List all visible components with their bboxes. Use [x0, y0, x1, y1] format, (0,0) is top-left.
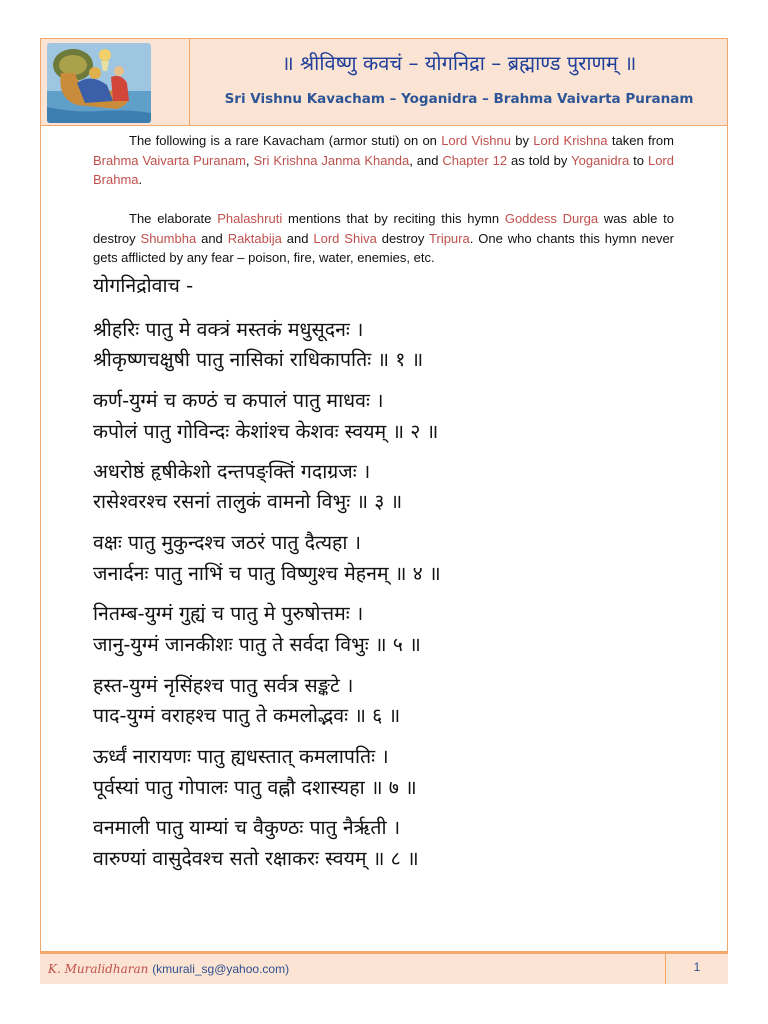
verse-heading: योगनिद्रोवाच - [93, 274, 194, 297]
intro-text: and [281, 230, 314, 246]
author-name: K. Muralidharan [48, 962, 149, 976]
verse-line: पूर्वस्यां पातु गोपालः पातु वह्नौ दशास्यहा ॥ ७ ॥ [93, 776, 417, 799]
intro-text: and [196, 230, 228, 246]
intro-text: , and [409, 152, 443, 168]
intro-text: . One who chants this hymn never gets afflicted by any fear – poison, fire, water, enemies, etc. [93, 230, 674, 265]
intro-text: to [629, 152, 648, 168]
intro-paragraph-1 [93, 131, 674, 190]
intro-text: mentions that by reciting this hymn [282, 211, 505, 226]
verse-line: वनमाली पातु याम्यां च वैकुण्ठः पातु नैर्ऋती । [93, 816, 401, 839]
intro-text: as told by [507, 152, 572, 168]
author-email: (kmurali_sg@yahoo.com) [152, 962, 290, 976]
intro-text: taken from [607, 133, 674, 148]
highlighted-term: Shumbha [140, 230, 197, 246]
verse-line: ऊर्ध्वं नारायणः पातु ह्यधस्तात् कमलापतिः । [93, 745, 389, 768]
verse-line: श्रीहरिः पातु मे वक्त्रं मस्तकं मधुसूदनः । [93, 318, 364, 341]
verse-line: श्रीकृष्णचक्षुषी पातु नासिकां राधिकापतिः ॥ १ ॥ [93, 348, 424, 371]
vishnu-image-icon [47, 43, 151, 123]
verse-line: वारुण्यां वासुदेवश्च सतो रक्षाकरः स्वयम् ॥ ८ ॥ [93, 847, 419, 870]
highlighted-term: Lord Shiva [313, 230, 377, 246]
intro-text: . [138, 172, 143, 187]
verse-line: रासेश्वरश्च रसनां तालुकं वामनो विभुः ॥ ३ ॥ [93, 490, 403, 513]
intro-text: was able to destroy [93, 211, 674, 246]
page-header [40, 38, 728, 126]
verse-line: हस्त-युग्मं नृसिंहश्च पातु सर्वत्र सङ्कटे । [93, 674, 354, 697]
verse-line: अधरोष्ठं हृषीकेशो दन्तपङ्क्तिं गदाग्रजः । [93, 460, 371, 483]
highlighted-term: Lord Vishnu [441, 133, 511, 148]
highlighted-term: Tripura [429, 230, 470, 246]
page-footer [40, 951, 728, 984]
verse-line: कर्ण-युग्मं च कण्ठं च कपालं पातु माधवः । [93, 389, 384, 412]
page-number: 1 [693, 960, 701, 974]
verse-line: वक्षः पातु मुकुन्दश्च जठरं पातु दैत्यहा । [93, 531, 362, 554]
intro-text: , [245, 152, 254, 168]
verse-line: नितम्ब-युग्मं गुह्यं च पातु मे पुरुषोत्तमः । [93, 602, 364, 625]
intro-paragraph-2 [93, 209, 674, 268]
highlighted-term: Lord Krishna [533, 133, 608, 148]
verse-line: पाद-युग्मं वराहश्च पातु ते कमलोद्भवः ॥ ६ ॥ [93, 704, 401, 727]
verse-line: जनार्दनः पातु नाभिं च पातु विष्णुश्च मेहनम् ॥ ४ ॥ [93, 562, 441, 585]
page-title-english: Sri Vishnu Kavacham – Yoganidra – Brahma Vaivarta Puranam [224, 91, 694, 107]
header-divider [189, 39, 190, 125]
intro-text: The following is a rare Kavacham (armor stuti) on on [129, 133, 442, 148]
highlighted-term: Yoganidra [571, 152, 630, 168]
intro-text: destroy [376, 230, 430, 246]
highlighted-term: Goddess Durga [504, 211, 599, 226]
footer-author [48, 962, 289, 976]
highlighted-term: Sri Krishna Janma Khanda [253, 152, 410, 168]
verse-line: कपोलं पातु गोविन्दः केशांश्च केशवः स्वयम् ॥ २ ॥ [93, 420, 439, 443]
highlighted-term: Lord Brahma [93, 152, 674, 187]
highlighted-term: Raktabija [227, 230, 282, 246]
verse-line: जानु-युग्मं जानकीशः पातु ते सर्वदा विभुः ॥ ५ ॥ [93, 633, 421, 656]
intro-text: by [511, 133, 534, 148]
highlighted-term: Phalashruti [217, 211, 283, 226]
intro-text: The elaborate [129, 211, 218, 226]
highlighted-term: Brahma Vaivarta Puranam [93, 152, 246, 168]
page-title-sanskrit: ॥ श्रीविष्णु कवचं – योगनिद्रा – ब्रह्माण्ड पुराणम् ॥ [281, 51, 637, 75]
highlighted-term: Chapter 12 [442, 152, 508, 168]
